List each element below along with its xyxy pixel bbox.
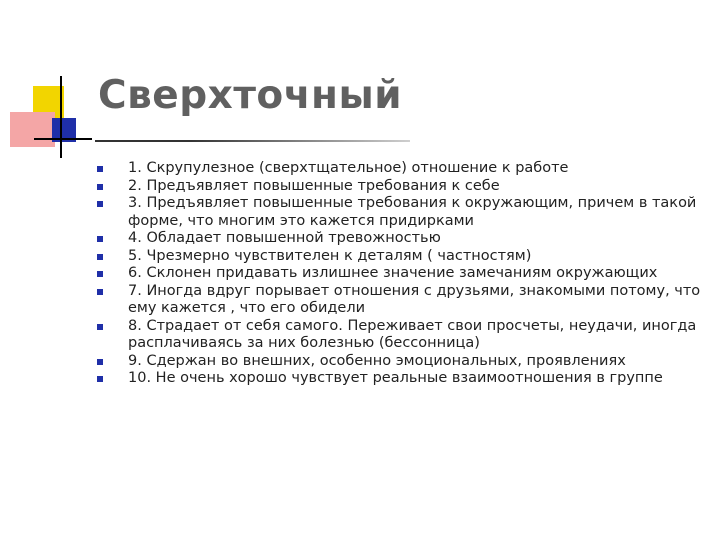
bullet-item: [97, 230, 702, 248]
bullet-square-icon: [97, 376, 103, 382]
bullet-square-icon: [97, 166, 103, 172]
slide-title: Сверхточный: [98, 73, 403, 118]
decor-red-square: [10, 112, 55, 147]
bullet-item: [97, 318, 702, 353]
bullet-square-icon: [97, 236, 103, 242]
bullet-square-icon: [97, 184, 103, 190]
bullet-item: [97, 248, 702, 266]
bullet-item: [97, 283, 702, 318]
bullet-text: 4. Обладает повышенной тревожностью: [128, 230, 441, 246]
title-underline: [95, 140, 410, 142]
decor-vertical-line: [60, 76, 62, 158]
bullet-square-icon: [97, 271, 103, 277]
decor-horizontal-line: [34, 138, 92, 140]
bullet-square-icon: [97, 201, 103, 207]
bullet-item: [97, 353, 702, 371]
bullet-text: 8. Страдает от себя самого. Переживает свои просчеты, неудачи, иногда расплачиваясь за них болезнью (бессонница): [128, 317, 697, 351]
bullet-text: 6. Склонен придавать излишнее значение замечаниям окружающих: [128, 265, 658, 281]
bullet-text: 9. Сдержан во внешних, особенно эмоциональных, проявлениях: [128, 352, 626, 369]
bullet-item: [97, 265, 702, 283]
bullet-item: [97, 160, 702, 178]
bullet-text: 3. Предъявляет повышенные требования к окружающим, причем в такой форме, что многим это кажется придирками: [128, 195, 697, 229]
bullet-square-icon: [97, 289, 103, 295]
bullet-text: 7. Иногда вдруг порывает отношения с друзьями, знакомыми потому, что ему кажется , что его обидели: [128, 282, 701, 316]
bullet-square-icon: [97, 254, 103, 260]
bullet-text: 5. Чрезмерно чувствителен к деталям ( частностям): [128, 247, 532, 264]
bullet-list: [97, 160, 702, 388]
bullet-square-icon: [97, 324, 103, 330]
bullet-item: [97, 178, 702, 196]
bullet-text: 10. Не очень хорошо чувствует реальные взаимоотношения в группе: [128, 370, 663, 386]
bullet-item: [97, 370, 702, 388]
bullet-text: 2. Предъявляет повышенные требования к себе: [128, 177, 500, 194]
bullet-item: [97, 195, 702, 230]
bullet-square-icon: [97, 359, 103, 365]
bullet-text: 1. Скрупулезное (сверхтщательное) отношение к работе: [128, 160, 569, 176]
